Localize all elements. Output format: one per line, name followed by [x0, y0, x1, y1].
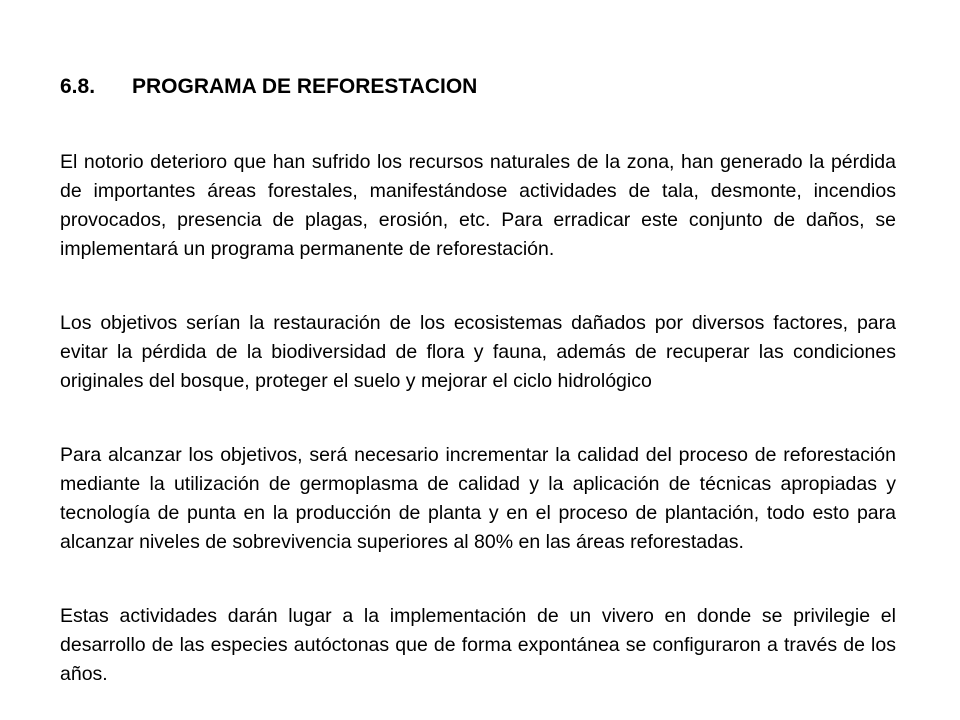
section-number: 6.8.	[60, 75, 96, 98]
section-title: PROGRAMA DE REFORESTACION	[132, 75, 478, 98]
section-heading	[60, 72, 477, 102]
paragraph-deterioration: El notorio deterioro que han sufrido los recursos naturales de la zona, han generado la pérdida de importantes áreas forestales, manifestándose actividades de tala, desmonte, incendios provocados, presencia de plagas, erosión, etc. Para erradicar este conjunto de daños, se implementará un programa permanente de reforestación.	[60, 150, 896, 260]
paragraph-nursery: Estas actividades darán lugar a la implementación de un vivero en donde se privilegie el desarrollo de las especies autóctonas que de forma expontánea se configuraron a través de los años.	[60, 604, 896, 685]
paragraph-methods: Para alcanzar los objetivos, será necesario incrementar la calidad del proceso de reforestación mediante la utilización de germoplasma de calidad y la aplicación de técnicas apropiadas y tecnología de punta en la producción de planta y en el proceso de plantación, todo esto para alcanzar niveles de sobrevivencia superiores al 80% en las áreas reforestadas.	[60, 443, 896, 553]
paragraph-objectives: Los objetivos serían la restauración de los ecosistemas dañados por diversos factores, para evitar la pérdida de la biodiversidad de flora y fauna, además de recuperar las condiciones originales del bosque, proteger el suelo y mejorar el ciclo hidrológico	[60, 311, 896, 392]
